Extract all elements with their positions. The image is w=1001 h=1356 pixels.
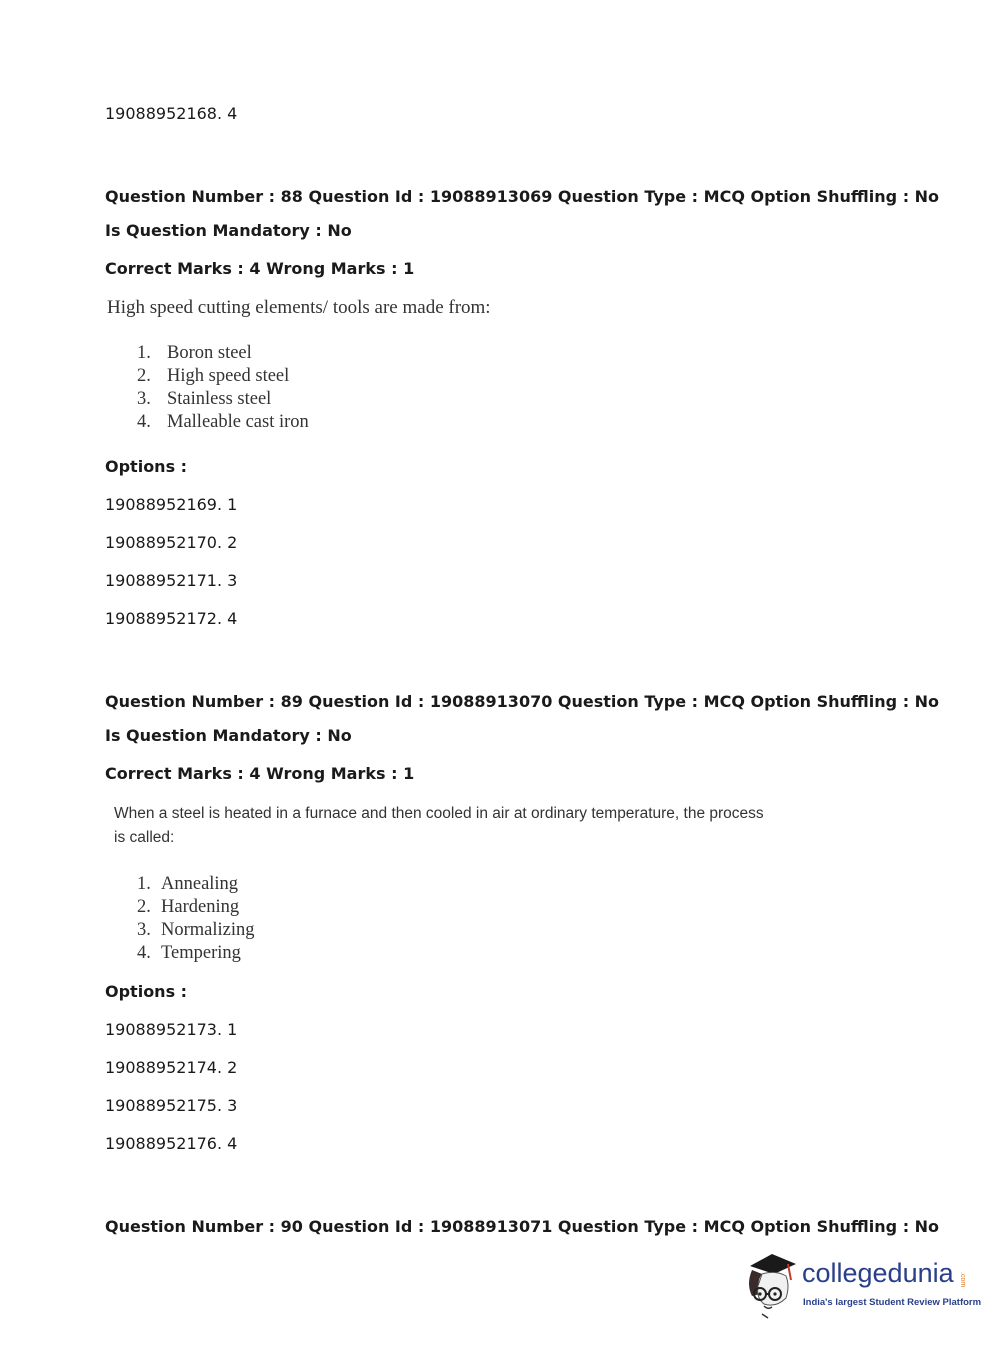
mascot-icon <box>742 1250 800 1320</box>
q88-options-label: Options : <box>105 457 188 476</box>
q89-marks: Correct Marks : 4 Wrong Marks : 1 <box>105 764 415 783</box>
q89-option-4: 19088952176. 4 <box>105 1134 238 1153</box>
q88-choice-2: 2. High speed steel <box>137 366 290 386</box>
q88-choice-1: 1. Boron steel <box>137 343 252 363</box>
logo-suffix: .com <box>959 1272 966 1288</box>
q89-option-1: 19088952173. 1 <box>105 1020 238 1039</box>
q88-marks: Correct Marks : 4 Wrong Marks : 1 <box>105 259 415 278</box>
q89-choice-4: 4. Tempering <box>137 943 241 963</box>
q89-question-line-1: When a steel is heated in a furnace and then cooled in air at ordinary temperature, the process <box>114 805 764 822</box>
q89-choice-list <box>137 873 255 965</box>
option-19088952168: 19088952168. 4 <box>105 104 238 123</box>
q88-choice-4: 4. Malleable cast iron <box>137 412 309 432</box>
q88-header: Question Number : 88 Question Id : 19088913069 Question Type : MCQ Option Shuffling : No <box>105 187 940 206</box>
q89-choice-3: 3. Normalizing <box>137 920 255 940</box>
q89-header: Question Number : 89 Question Id : 19088913070 Question Type : MCQ Option Shuffling : No <box>105 692 940 711</box>
q89-question-line-2: is called: <box>114 829 175 846</box>
logo-tagline: India's largest Student Review Platform <box>803 1297 982 1308</box>
q88-mandatory: Is Question Mandatory : No <box>105 221 352 240</box>
q89-question-text <box>114 802 764 850</box>
q88-question-text: High speed cutting elements/ tools are made from: <box>107 297 491 318</box>
q89-options-label: Options : <box>105 982 188 1001</box>
collegedunia-logo <box>742 1250 982 1320</box>
q88-option-4: 19088952172. 4 <box>105 609 238 628</box>
q89-option-3: 19088952175. 3 <box>105 1096 238 1115</box>
q88-choice-3: 3. Stainless steel <box>137 389 272 409</box>
q88-option-2: 19088952170. 2 <box>105 533 238 552</box>
q88-option-3: 19088952171. 3 <box>105 571 238 590</box>
q90-header: Question Number : 90 Question Id : 19088913071 Question Type : MCQ Option Shuffling : No <box>105 1217 940 1236</box>
logo-wordmark: collegedunia <box>802 1258 954 1288</box>
q88-choice-list <box>137 342 309 434</box>
q89-choice-1: 1. Annealing <box>137 874 239 894</box>
q88-option-1: 19088952169. 1 <box>105 495 238 514</box>
q89-option-2: 19088952174. 2 <box>105 1058 238 1077</box>
q89-mandatory: Is Question Mandatory : No <box>105 726 352 745</box>
q89-choice-2: 2. Hardening <box>137 897 240 917</box>
